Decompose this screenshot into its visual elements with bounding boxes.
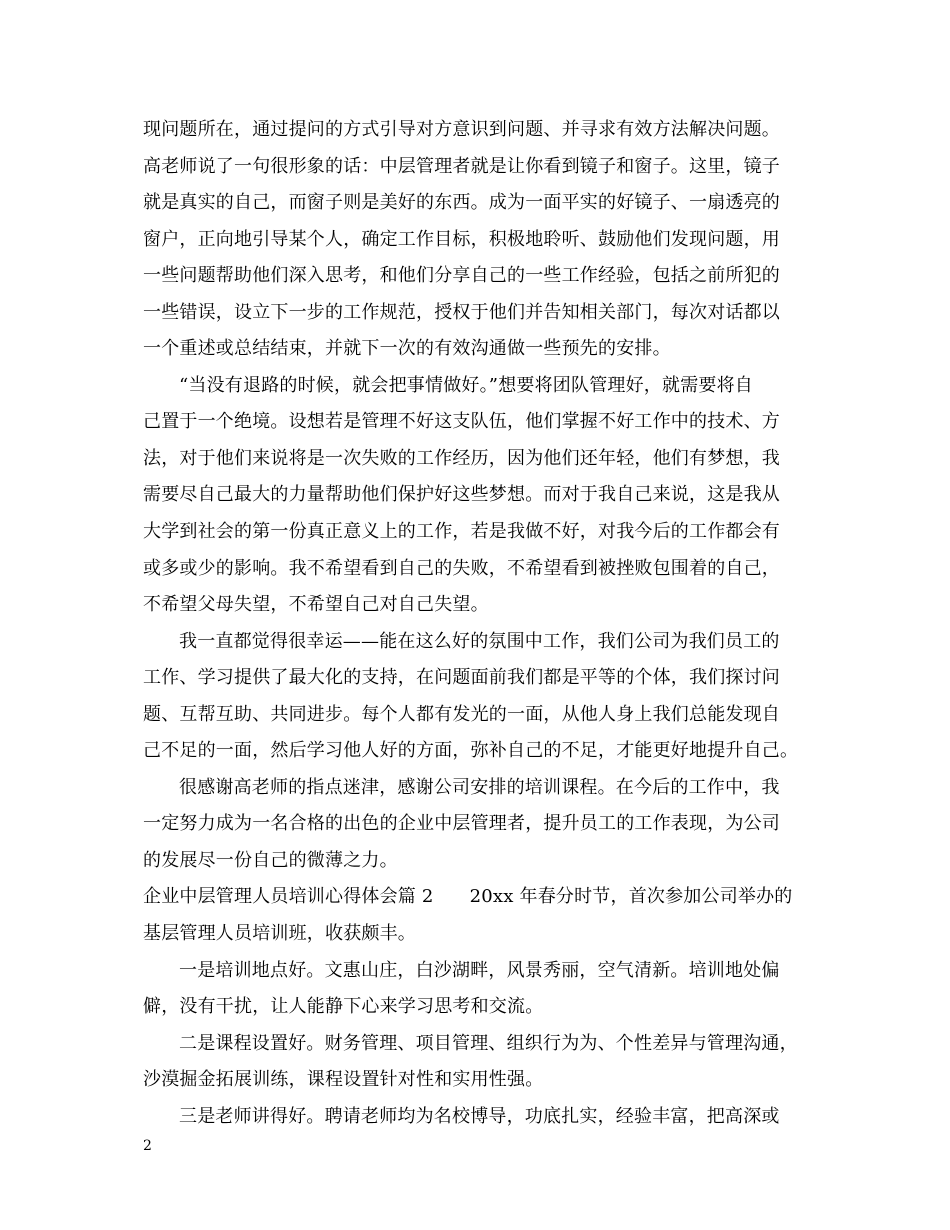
text-line: 一些问题帮助他们深入思考，和他们分享自己的一些工作经验，包括之前所犯的 xyxy=(143,265,780,287)
text-line: 题、互帮互助、共同进步。每个人都有发光的一面，从他人身上我们总能发现自 xyxy=(143,703,780,725)
text-line: 现问题所在，通过提问的方式引导对方意识到问题、并寻求有效方法解决问题。 xyxy=(143,119,780,140)
text-line: 沙漠掘金拓展训练，课程设置针对性和实用性强。 xyxy=(143,1069,544,1091)
text-line: 需要尽自己最大的力量帮助他们保护好这些梦想。而对于我自己来说，这是我从 xyxy=(143,484,780,506)
text-line: 三是老师讲得好。聘请老师均为名校博导，功底扎实，经验丰富，把高深或 xyxy=(179,1105,780,1127)
text-line: 一些错误，设立下一步的工作规范，授权于他们并告知相关部门，每次对话都以 xyxy=(143,301,780,323)
text-line: 二是课程设置好。财务管理、项目管理、组织行为为、个性差异与管理沟通， xyxy=(179,1032,798,1054)
text-line: 法，对于他们来说将是一次失败的工作经历，因为他们还年轻，他们有梦想，我 xyxy=(143,447,780,469)
text-line: 窗户，正向地引导某个人，确定工作目标，积极地聆听、鼓励他们发现问题，用 xyxy=(143,228,780,250)
text-line: 很感谢高老师的指点迷津，感谢公司安排的培训课程。在今后的工作中，我 xyxy=(179,776,780,798)
text-line: 我一直都觉得很幸运——能在这么好的氛围中工作，我们公司为我们员工的 xyxy=(179,630,780,652)
text-line: “当没有退路的时候，就会把事情做好。”想要将团队管理好，就需要将自 xyxy=(179,374,754,396)
text-line: 一定努力成为一名合格的出色的企业中层管理者，提升员工的工作表现，为公司 xyxy=(143,813,780,835)
text-line: 一个重述或总结结束，并就下一次的有效沟通做一些预先的安排。 xyxy=(143,338,671,360)
section-heading: 企业中层管理人员培训心得体会篇 2 xyxy=(143,886,434,908)
body-text xyxy=(143,112,815,1135)
section-intro-text: 20xx 年春分时节，首次参加公司举办的 xyxy=(469,886,793,908)
text-line: 己不足的一面，然后学习他人好的方面，弥补自己的不足，才能更好地提升自己。 xyxy=(143,740,799,762)
text-line: 的发展尽一份自己的微薄之力。 xyxy=(143,849,398,871)
text-line: 一是培训地点好。文惠山庄，白沙湖畔，风景秀丽，空气清新。培训地处偏 xyxy=(179,959,780,981)
text-line: 僻，没有干扰，让人能静下心来学习思考和交流。 xyxy=(143,996,544,1018)
text-line: 不希望父母失望，不希望自己对自己失望。 xyxy=(143,594,489,616)
text-line: 大学到社会的第一份真正意义上的工作，若是我做不好，对我今后的工作都会有 xyxy=(143,521,780,543)
text-line: 己置于一个绝境。设想若是管理不好这支队伍，他们掌握不好工作中的技术、方 xyxy=(143,411,780,433)
page-number: 2 xyxy=(143,1138,152,1154)
text-line: 或多或少的影响。我不希望看到自己的失败，不希望看到被挫败包围着的自己， xyxy=(143,557,780,579)
text-line: 就是真实的自己，而窗子则是美好的东西。成为一面平实的好镜子、一扇透亮的 xyxy=(143,192,780,214)
text-line: 基层管理人员培训班，收获颇丰。 xyxy=(143,923,416,945)
section-heading-line xyxy=(143,879,815,916)
text-line: 高老师说了一句很形象的话：中层管理者就是让你看到镜子和窗子。这里，镜子 xyxy=(143,155,780,177)
text-line: 工作、学习提供了最大化的支持，在问题面前我们都是平等的个体，我们探讨问 xyxy=(143,667,780,689)
